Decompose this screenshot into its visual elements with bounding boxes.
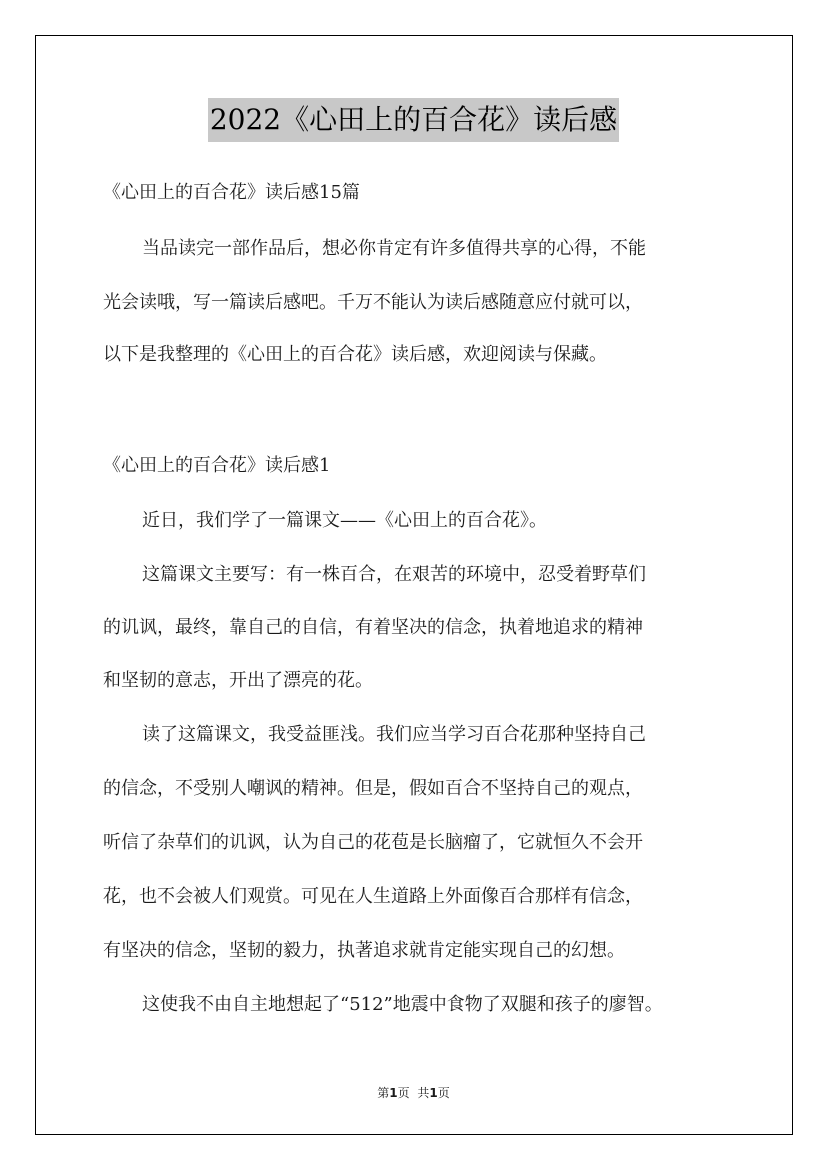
body-line: 读了这篇课文，我受益匪浅。我们应当学习百合花那种坚持自己 bbox=[142, 724, 646, 745]
footer-page-number: 1 bbox=[389, 1086, 398, 1100]
intro-line: 光会读哦，写一篇读后感吧。千万不能认为读后感随意应付就可以， bbox=[103, 292, 643, 313]
footer-total-prefix: 共 bbox=[417, 1086, 430, 1100]
section-heading: 《心田上的百合花》读后感1 bbox=[103, 455, 331, 476]
footer-page-suffix: 页 bbox=[397, 1086, 410, 1100]
page-footer bbox=[0, 1084, 827, 1102]
body-line: 近日，我们学了一篇课文——《心田上的百合花》。 bbox=[142, 510, 547, 531]
body-line: 这篇课文主要写：有一株百合，在艰苦的环境中，忍受着野草们 bbox=[142, 564, 646, 585]
body-line: 有坚决的信念，坚韧的毅力，执著追求就肯定能实现自己的幻想。 bbox=[103, 940, 625, 961]
body-line: 的讥讽，最终，靠自己的自信，有着坚决的信念，执着地追求的精神 bbox=[103, 617, 643, 638]
intro-line: 当品读完一部作品后，想必你肯定有许多值得共享的心得，不能 bbox=[142, 238, 646, 259]
body-line: 和坚韧的意志，开出了漂亮的花。 bbox=[103, 670, 373, 691]
body-line: 听信了杂草们的讥讽，认为自己的花苞是长脑瘤了，它就恒久不会开 bbox=[103, 832, 643, 853]
document-title: 2022《心田上的百合花》读后感 bbox=[208, 98, 619, 142]
subtitle: 《心田上的百合花》读后感15篇 bbox=[103, 182, 360, 203]
body-line: 花，也不会被人们观赏。可见在人生道路上外面像百合那样有信念， bbox=[103, 886, 643, 907]
title-container bbox=[0, 98, 827, 142]
footer-page-prefix: 第 bbox=[377, 1086, 390, 1100]
footer-total-number: 1 bbox=[429, 1086, 438, 1100]
intro-line: 以下是我整理的《心田上的百合花》读后感，欢迎阅读与保藏。 bbox=[103, 344, 607, 365]
footer-total-suffix: 页 bbox=[437, 1086, 450, 1100]
body-line: 的信念，不受别人嘲讽的精神。但是，假如百合不坚持自己的观点， bbox=[103, 778, 643, 799]
body-line: 这使我不由自主地想起了“512”地震中食物了双腿和孩子的廖智。 bbox=[142, 994, 663, 1015]
